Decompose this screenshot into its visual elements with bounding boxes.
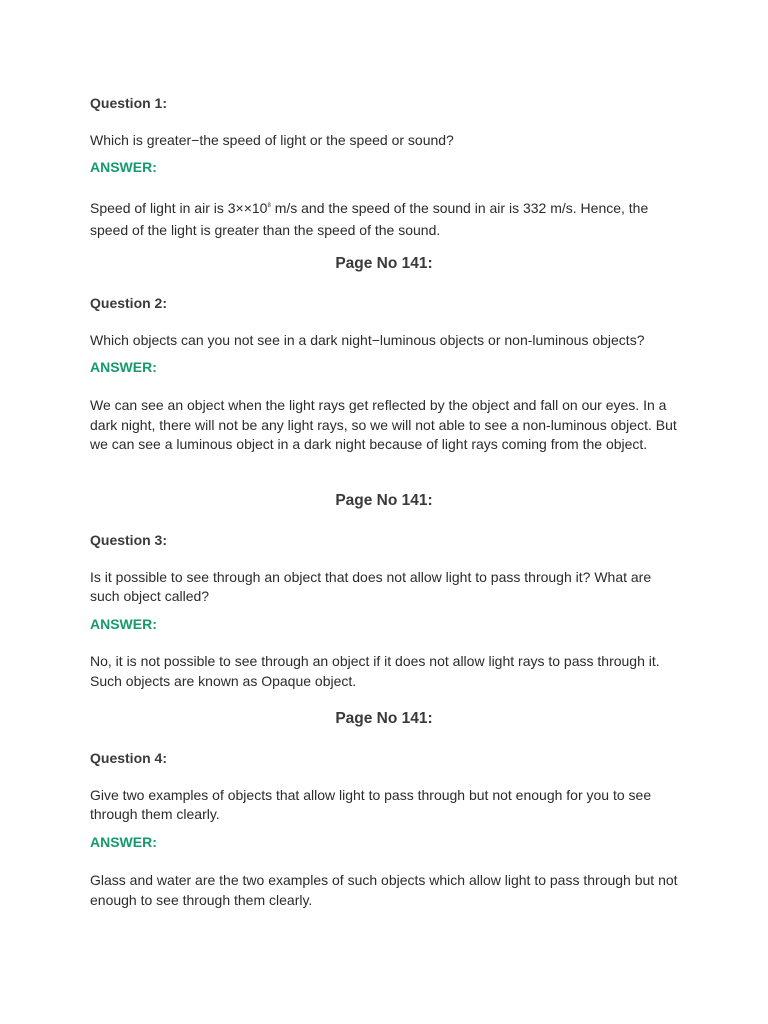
- question-4-heading: Question 4:: [90, 750, 168, 766]
- question-3-text: Is it possible to see through an object that does not allow light to pass through it? What are such object called?: [90, 569, 652, 604]
- answer-3-text: No, it is not possible to see through an object if it does not allow light rays to pass through it. Such objects are known as Opaque object.: [90, 653, 660, 689]
- question-2-heading: Question 2:: [90, 295, 168, 311]
- page-number-heading-2: Page No 141:: [335, 492, 433, 509]
- answer-1-text-pre: Speed of light in air is 3××10: [90, 200, 268, 216]
- answer-1-text-post: m/s and the speed of the sound in air is 332 m/s. Hence, the speed of the light is greater than the speed of the sound.: [90, 200, 649, 238]
- answer-2-label: ANSWER:: [90, 359, 157, 375]
- answer-4-label: ANSWER:: [90, 834, 157, 850]
- answer-3-label: ANSWER:: [90, 616, 157, 632]
- question-4-text: Give two examples of objects that allow light to pass through but not enough for you to see through them clearly.: [90, 787, 652, 822]
- answer-2-text: We can see an object when the light rays get reflected by the object and fall on our eyes. In a dark night, there will not be any light rays, so we will not able to see a non-luminous object. But we can see a luminous object in a dark night because of light rays coming from the object.: [90, 397, 677, 452]
- page-number-heading-1: Page No 141:: [335, 255, 433, 272]
- answer-4-text: Glass and water are the two examples of such objects which allow light to pass through but not enough to see through them clearly.: [90, 872, 678, 908]
- question-1-heading: Question 1:: [90, 95, 168, 111]
- page-number-heading-3: Page No 141:: [335, 710, 433, 727]
- answer-1-exponent: 8: [267, 203, 271, 209]
- question-2-text: Which objects can you not see in a dark night−luminous objects or non-luminous objects?: [90, 332, 645, 348]
- answer-1-label: ANSWER:: [90, 159, 157, 175]
- answer-1-text: [90, 195, 682, 241]
- question-3-heading: Question 3:: [90, 532, 168, 548]
- question-1-text: Which is greater−the speed of light or the speed or sound?: [90, 132, 454, 148]
